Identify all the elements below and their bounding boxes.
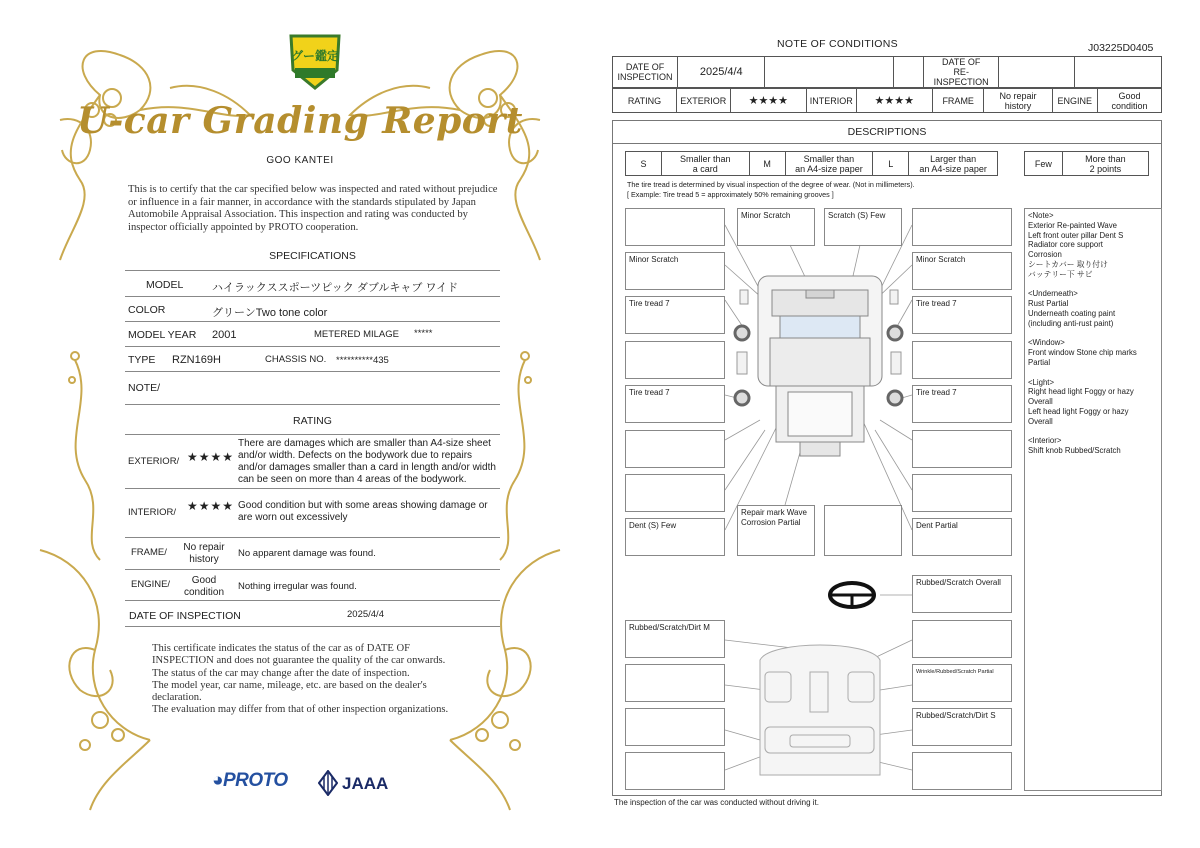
date-of-inspection-value: 2025/4/4 [678,57,765,88]
condition-box: Tire tread 7 [912,296,1012,334]
model-label: MODEL [146,279,184,291]
divider [125,626,500,627]
model-year-value: 2001 [212,329,237,341]
condition-box [912,208,1012,246]
condition-box [625,664,725,702]
condition-box: Rubbed/Scratch Overall [912,575,1012,613]
color-label: COLOR [128,304,166,316]
interior-label: INTERIOR [806,89,856,113]
condition-box: Minor Scratch [912,252,1012,290]
note-line: Right head light Foggy or hazy [1028,387,1134,397]
interior-stars: ★★★★ [187,499,235,513]
legend-l-desc: Larger than an A4-size paper [909,152,998,176]
frame-value-line: No repair [183,542,225,553]
certificate-footer [152,643,482,717]
engine-value-line: condition [183,586,225,598]
exterior-label: EXTERIOR/ [128,456,180,467]
condition-box [625,430,725,468]
condition-box [912,341,1012,379]
light-heading: <Light> [1028,377,1055,387]
note-title: NOTE OF CONDITIONS [777,38,898,50]
tire-note-line: [ Example: Tire tread 5 = approximately 50% remaining grooves ] [627,189,834,199]
exterior-label: EXTERIOR [676,89,730,113]
condition-box [824,505,902,556]
specifications-heading: SPECIFICATIONS [269,250,356,262]
condition-box: Tire tread 7 [625,385,725,423]
engine-value-line: Good [191,575,217,586]
proto-logo-text: PROTO [222,770,288,791]
note-line: Overall [1028,397,1053,407]
interior-description: Good condition but with some areas showing damage or are worn out excessively [238,500,488,523]
divider [125,488,500,489]
engine-label: ENGINE [1052,89,1097,113]
condition-box [625,474,725,512]
date-of-inspection-value: 2025/4/4 [347,609,384,620]
tire-note-line: The tire tread is determined by visual inspection of the degree of wear. (Not in millimeters). [627,180,915,189]
engine-label: ENGINE/ [131,579,171,590]
condition-box: Minor Scratch [625,252,725,290]
legend-few: Few [1025,152,1063,176]
descriptions-heading: DESCRIPTIONS [612,120,1162,144]
condition-box [625,752,725,790]
frame-value: No repair history [984,89,1052,113]
condition-box: Wrinkle/Rubbed/Scratch Partial [912,664,1012,702]
condition-box: Rubbed/Scratch/Dirt S [912,708,1012,746]
certificate-intro: This is to certify that the car specified below was inspected and rated without prejudice or influence in a fair manner, in accordance with the standards stipulated by Japan Automobile Appraisal Association. This inspection and rating was conducted by inspector officially appointed by PROTO cooperation. [128,184,498,233]
condition-box: Minor Scratch [737,208,815,246]
box-line: Corrosion Partial [741,518,801,527]
frame-description: No apparent damage was found. [238,548,376,559]
legend-m: M [749,152,785,176]
condition-box: Tire tread 7 [912,385,1012,423]
jaaa-mark-icon [318,770,338,796]
chassis-label: CHASSIS NO. [265,354,327,365]
date-of-inspection-label: DATE OF INSPECTION [129,610,241,622]
proto-mark-icon: ◕ [212,770,223,791]
condition-box: Tire tread 7 [625,296,725,334]
condition-box: Dent Partial [912,518,1012,556]
steering-wheel-icon [830,583,874,607]
color-value: グリーンTwo tone color [212,307,328,319]
document-id: J03225D0405 [1088,42,1154,54]
rating-label: RATING [613,89,677,113]
condition-box [625,341,725,379]
goo-kantei-badge-icon [287,30,343,92]
notes-heading: <Note> [1028,211,1054,220]
condition-box: Scratch (S) Few [824,208,902,246]
note-line: Left front outer pillar Dent S [1028,230,1124,240]
divider [125,270,500,271]
note-line: シートカバー 取り付け [1028,259,1108,269]
proto-logo [212,770,288,792]
note-line: Overall [1028,416,1053,426]
jaaa-logo-text: JAAA [342,774,389,793]
exterior-stars: ★★★★ [187,450,235,464]
note-label: NOTE/ [128,382,161,394]
note-line: Radiator core support [1028,240,1103,250]
date-of-inspection-label: DATE OF INSPECTION [613,57,678,88]
legend-s-desc: Smaller than a card [661,152,749,176]
footer-line: The evaluation may differ from that of other inspection organizations. [152,704,449,716]
exterior-description: There are damages which are smaller than A4-size sheet and/or width. Defects on the bodywork due to repairs and/or damages smaller than a card in length and/or width can be seen on more than 4 areas of the bodywork. [238,438,496,485]
model-value: ハイラックススポーツピック ダブルキャブ ワイド [212,282,459,294]
note-line: Partial [1028,357,1051,367]
note-line: Front window Stone chip marks [1028,348,1137,358]
legend-s: S [626,152,662,176]
frame-label: FRAME/ [131,547,167,558]
divider [125,537,500,538]
chassis-value: **********435 [336,355,389,366]
footer-line: This certificate indicates the status of the car as of DATE OF [152,643,410,654]
condition-box [912,474,1012,512]
footer-line: INSPECTION and does not guarantee the quality of the car onwards. [152,655,446,667]
note-line: バッテリー下 サビ [1028,269,1093,279]
condition-box [737,505,815,556]
engine-description: Nothing irregular was found. [238,581,357,592]
frame-label: FRAME [932,89,984,113]
note-line: (including anti-rust paint) [1028,318,1114,328]
divider [125,371,500,372]
note-line: Shift knob Rubbed/Scratch [1028,446,1121,456]
interior-heading: <Interior> [1028,436,1062,446]
condition-box: Dent (S) Few [625,518,725,556]
svg-text:グー鑑定: グー鑑定 [290,49,340,63]
condition-box [625,208,725,246]
condition-box [912,620,1012,658]
frame-value-line: history [189,553,219,565]
interior-label: INTERIOR/ [128,507,177,518]
date-of-reinspection-label: DATE OF RE-INSPECTION [924,57,999,88]
note-line: Exterior Re-painted Wave [1028,220,1117,230]
note-line: Left head light Foggy or hazy [1028,406,1129,416]
note-line: Corrosion [1028,250,1062,260]
divider [125,600,500,601]
certificate-subtitle: GOO KANTEI [266,155,334,166]
type-label: TYPE [128,354,156,366]
divider [125,434,500,435]
condition-box: Rubbed/Scratch/Dirt M [625,620,725,658]
rating-heading: RATING [293,415,332,427]
type-value: RZN169H [172,354,221,366]
divider [125,296,500,297]
condition-box [912,752,1012,790]
footer-line: The model year, car name, mileage, etc. are based on the dealer's [152,679,427,691]
metered-mileage-value: ***** [414,328,433,339]
legend-few-desc: More than 2 points [1062,152,1148,176]
divider [125,321,500,322]
box-line: Repair mark Wave [741,508,807,517]
certificate-title: U-car Grading Report [77,100,523,142]
window-heading: <Window> [1028,338,1065,348]
underneath-heading: <Underneath> [1028,289,1078,299]
notes-panel [1024,208,1162,791]
footer-line: declaration. [152,692,202,704]
bottom-note: The inspection of the car was conducted without driving it. [614,798,819,807]
engine-value: Good condition [1097,89,1161,113]
interior-stars: ★★★★ [856,89,932,113]
divider [125,569,500,570]
note-line: Underneath coating paint [1028,308,1116,318]
note-line: Rust Partial [1028,299,1069,309]
exterior-stars: ★★★★ [730,89,806,113]
metered-mileage-label: METERED MILAGE [314,329,399,340]
divider [125,404,500,405]
divider [125,346,500,347]
condition-box [625,708,725,746]
footer-line: The status of the car may change after the date of inspection. [152,667,410,679]
note-of-conditions [600,0,1200,848]
condition-box [912,430,1012,468]
legend-m-desc: Smaller than an A4-size paper [785,152,873,176]
model-year-label: MODEL YEAR [128,329,197,341]
legend-l: L [873,152,909,176]
